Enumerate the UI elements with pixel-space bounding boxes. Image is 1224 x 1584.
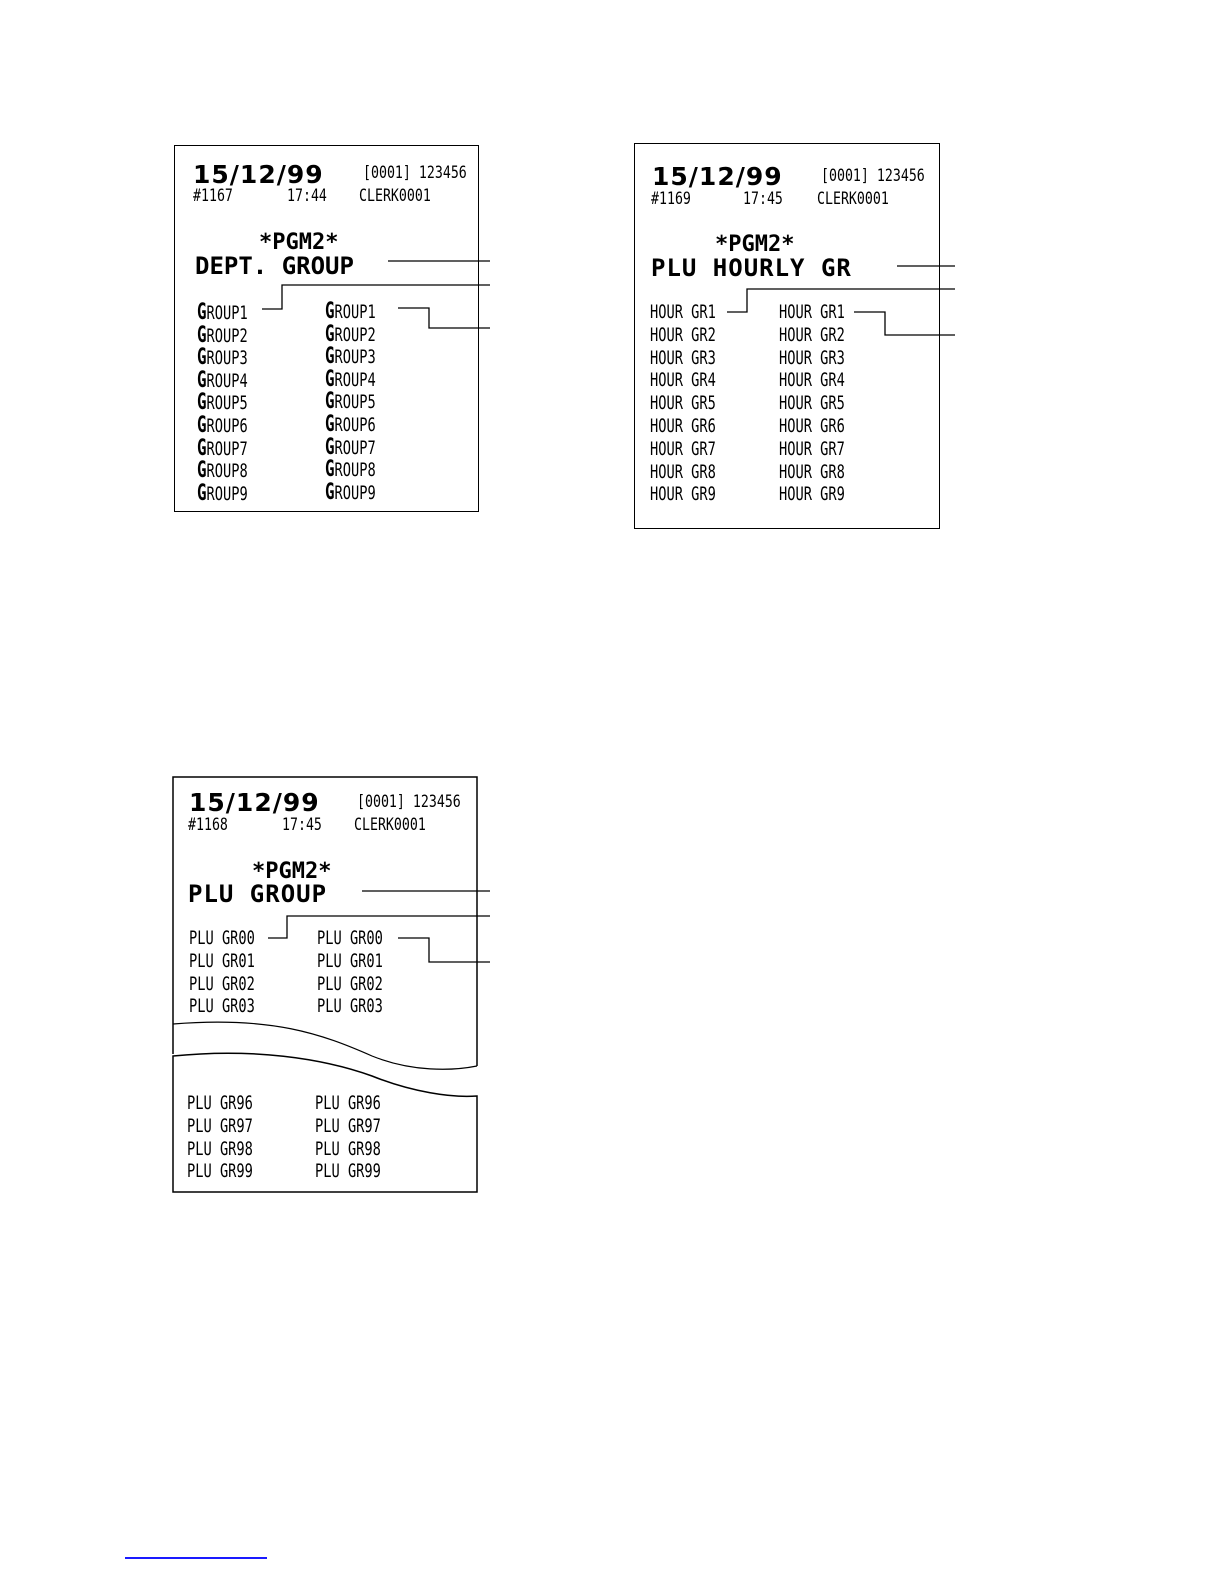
receipt-title: PLU HOURLY GR <box>651 254 852 282</box>
hourly-group-item: HOUR GR3 <box>779 346 845 369</box>
callout-col1-line <box>262 285 490 309</box>
hourly-group-item: HOUR GR9 <box>650 483 716 506</box>
group-item: GROUP8 <box>325 457 376 483</box>
group-item: GROUP5 <box>325 389 376 415</box>
callout-col2-line <box>398 308 490 328</box>
plu-group-item: PLU GR00 <box>189 927 255 949</box>
hourly-group-item: HOUR GR2 <box>650 323 716 346</box>
plu-group-item: PLU GR97 <box>187 1114 253 1137</box>
callout-col1-line <box>268 916 490 938</box>
group-item: GROUP4 <box>197 367 248 393</box>
receipt-time: 17:44 <box>287 186 327 206</box>
hourly-group-item: HOUR GR9 <box>779 483 845 506</box>
terminal-id: [0001] 123456 <box>357 792 461 812</box>
hourly-group-item: HOUR GR5 <box>650 392 716 415</box>
plu-group-item: PLU GR96 <box>187 1092 253 1114</box>
group-item: GROUP3 <box>325 344 376 370</box>
hourly-group-item: HOUR GR1 <box>779 301 845 323</box>
group-item: GROUP7 <box>325 434 376 460</box>
plu-group-item: PLU GR99 <box>187 1160 253 1183</box>
group-item: GROUP6 <box>197 413 248 438</box>
receipt-time: 17:45 <box>282 815 322 835</box>
group-item: GROUP1 <box>325 299 376 324</box>
group-item: GROUP7 <box>197 435 248 461</box>
receipt-title: PLU GROUP <box>188 880 328 908</box>
plu-group-item: PLU GR97 <box>315 1114 381 1137</box>
group-item: GROUP6 <box>325 412 376 437</box>
receipt-number: #1168 <box>188 815 228 835</box>
mode-label: *PGM2* <box>259 230 339 255</box>
clerk-id: CLERK0001 <box>354 815 426 835</box>
mode-label: *PGM2* <box>715 232 795 257</box>
hourly-group-item: HOUR GR1 <box>650 301 716 323</box>
hourly-group-item: HOUR GR5 <box>779 392 845 415</box>
plu-group-item: PLU GR99 <box>315 1160 381 1183</box>
receipt-date: 15/12/99 <box>189 788 320 817</box>
hourly-group-item: HOUR GR6 <box>779 415 845 437</box>
plu-group-item: PLU GR96 <box>315 1092 381 1114</box>
footer-rule <box>125 1557 267 1559</box>
terminal-id: [0001] 123456 <box>363 163 467 183</box>
hourly-group-item: HOUR GR4 <box>779 369 845 392</box>
hourly-group-item: HOUR GR7 <box>650 437 716 460</box>
group-item: GROUP1 <box>197 300 248 325</box>
receipt-date: 15/12/99 <box>193 160 324 189</box>
clerk-id: CLERK0001 <box>817 189 889 209</box>
receipt-title: DEPT. GROUP <box>195 252 354 280</box>
plu-group-item: PLU GR03 <box>189 995 255 1018</box>
callout-col2-line <box>854 312 955 335</box>
group-item: GROUP9 <box>325 479 376 505</box>
group-item: GROUP3 <box>197 345 248 371</box>
receipt-date: 15/12/99 <box>652 162 783 191</box>
hourly-group-item: HOUR GR3 <box>650 346 716 369</box>
hourly-group-item: HOUR GR7 <box>779 437 845 460</box>
plu-group-item: PLU GR01 <box>189 949 255 972</box>
group-item: GROUP4 <box>325 366 376 392</box>
terminal-id: [0001] 123456 <box>821 166 925 186</box>
hourly-group-item: HOUR GR8 <box>779 460 845 483</box>
plu-group-item: PLU GR98 <box>315 1137 381 1160</box>
receipt-number: #1167 <box>193 186 233 206</box>
plu-group-item: PLU GR02 <box>317 972 383 995</box>
hourly-group-item: HOUR GR8 <box>650 460 716 483</box>
callout-col1-line <box>727 289 955 312</box>
group-item: GROUP2 <box>197 322 248 348</box>
plu-group-item: PLU GR98 <box>187 1137 253 1160</box>
receipt-number: #1169 <box>651 189 691 209</box>
clerk-id: CLERK0001 <box>359 186 431 206</box>
plu-group-item: PLU GR02 <box>189 972 255 995</box>
plu-group-item: PLU GR03 <box>317 995 383 1018</box>
group-item: GROUP2 <box>325 321 376 347</box>
plu-group-item: PLU GR01 <box>317 949 383 972</box>
hourly-group-item: HOUR GR4 <box>650 369 716 392</box>
group-item: GROUP5 <box>197 390 248 416</box>
group-item: GROUP9 <box>197 480 248 506</box>
mode-label: *PGM2* <box>252 859 332 884</box>
group-item: GROUP8 <box>197 458 248 484</box>
plu-group-item: PLU GR00 <box>317 927 383 949</box>
hourly-group-item: HOUR GR2 <box>779 323 845 346</box>
hourly-group-item: HOUR GR6 <box>650 415 716 437</box>
receipt-time: 17:45 <box>743 189 783 209</box>
callout-col2-line <box>398 938 490 962</box>
